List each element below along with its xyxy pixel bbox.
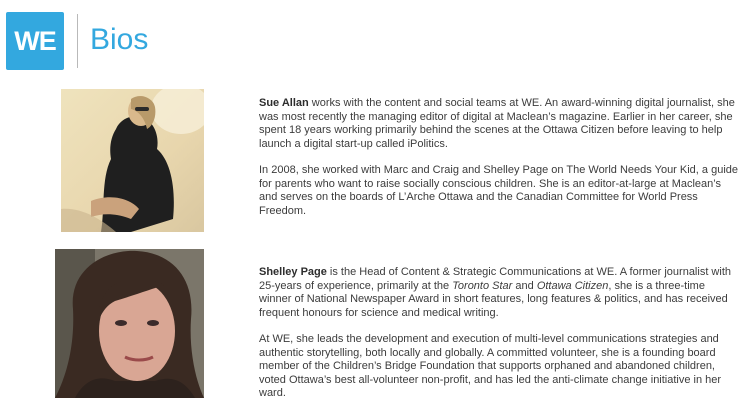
shelley-page-bio-paragraph-1: [259, 266, 739, 320]
page-title: Bios: [90, 23, 149, 56]
header-divider: [77, 14, 78, 68]
shelley-page-photo: [55, 249, 204, 398]
bio-text: and: [512, 279, 537, 292]
bio-name: Sue Allan: [259, 97, 309, 109]
publication-name: Ottawa Citizen: [536, 279, 609, 292]
sue-allan-bio-paragraph-1: [259, 97, 739, 151]
shelley-page-bio-paragraph-2: At WE, she leads the development and execution of multi-level communications strategies and authentic storytelling, both locally and globally. A committed volunteer, she is a founding board member of the Children’s Bridge Foundation that supports orphaned and abandoned children, voted Ottawa’s best all-volunteer non-profit, and has led the anti-climate change initiative in her ward.: [259, 333, 722, 399]
bio-text: works with the content and social teams at WE. An award-winning digital journalist, she was most recently the managing editor of digital at Maclean’s magazine. Earlier in her career, she spent 18 years working primarily behind the scenes at the Ottawa Citizen before leaving to help launch a digital start-up called iPolitics.: [259, 97, 735, 150]
bio-text: is the Head of Content & Strategic Communications at WE. A former journalist with 25-years of experience, primarily at the: [259, 266, 731, 292]
we-logo[interactable]: WE: [6, 12, 64, 70]
sue-allan-photo: [61, 89, 204, 232]
sue-allan-bio: [259, 97, 739, 231]
publication-name: Toronto Star: [452, 279, 513, 292]
bio-text: , she is a three-time winner of National Newspaper Award in short features, long features & politics, and has received frequent honours for science and medical writing.: [259, 279, 728, 319]
bio-name: Shelley Page: [259, 266, 327, 278]
shelley-page-bio: [259, 266, 739, 414]
sue-allan-bio-paragraph-2: In 2008, she worked with Marc and Craig and Shelley Page on The World Needs Your Kid, a guide for parents who want to raise socially conscious children. She is an editor-at-large at Maclean’s and serves on the boards of L’Arche Ottawa and the Canadian Committee for World Press Freedom.: [259, 164, 738, 217]
